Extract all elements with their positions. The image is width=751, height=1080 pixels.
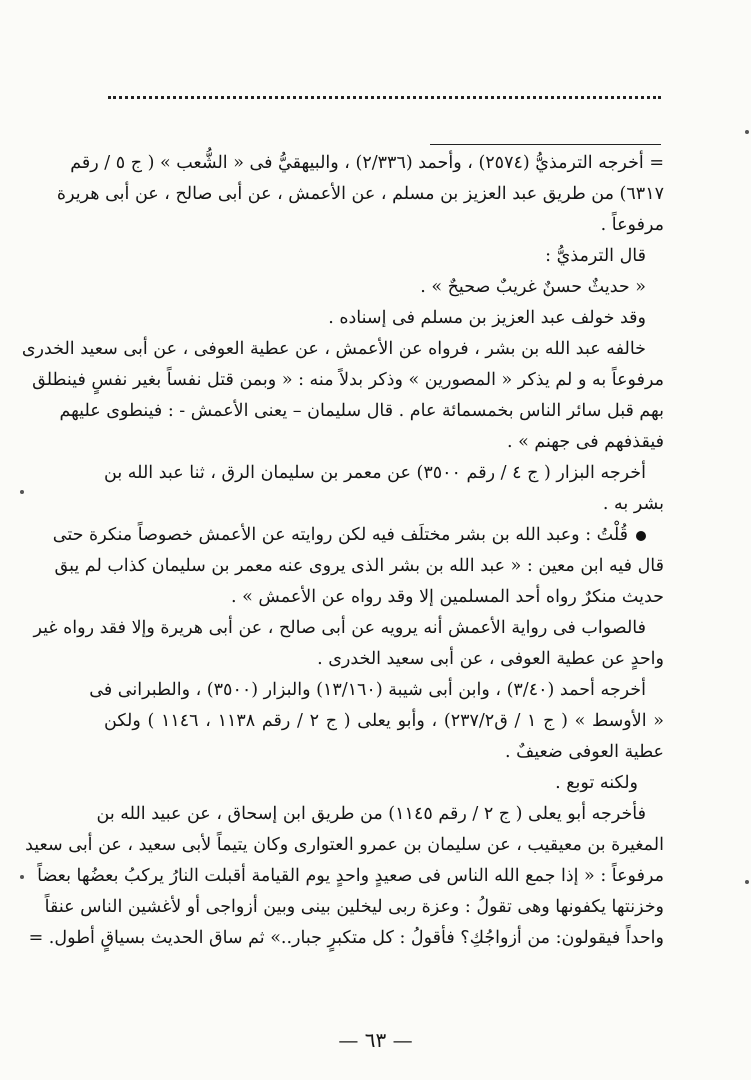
text-line: « حديثٌ حسنٌ غريبٌ صحيحٌ » . xyxy=(420,277,646,297)
text-line: « الأوسط » ( ج ١ / ق٢٣٧/٢) ، وأبو يعلى ( ج ٢ / رقم ١١٣٨ ، ١١٤٦ ) ولكن xyxy=(104,711,664,731)
text-line: بشر به . xyxy=(602,494,664,514)
text-line: ٦٣١٧) من طريق عبد العزيز بن مسلم ، عن الأعمش ، عن أبى صالح ، عن أبى هريرة xyxy=(56,184,664,204)
text-line: قال الترمذيُّ : xyxy=(545,246,646,266)
text-line: فأخرجه أبو يعلى ( ج ٢ / رقم ١١٤٥) من طريق ابن إسحاق ، عن عبيد الله بن xyxy=(96,804,646,824)
text-line: بهم قبل سائر الناس بخمسمائة عام . قال سليمان – يعنى الأعمش - : فينطوى عليهم xyxy=(59,401,664,421)
text-line: فالصواب فى رواية الأعمش أنه يرويه عن أبى صالح ، عن أبى هريرة وإلا فقد رواه غير xyxy=(33,618,646,638)
header-dotted-rule xyxy=(108,96,661,99)
text-line: واحداً فيقولون: من أزواجُكِ؟ فأقولُ : كل متكبرٍ جبار..» ثم ساق الحديث بسياقٍ أطول. = xyxy=(28,928,664,948)
text-line xyxy=(52,520,664,551)
margin-speck xyxy=(745,880,749,884)
text-line: وخزنتها يكفونها وهى تقولُ : وعزة ربى ليخلين بينى وبين أزواجى أو لأغشين الناس عنقاً xyxy=(44,897,664,917)
text-line: ولكنه توبع . xyxy=(555,773,638,793)
text-line: مرفوعاً : « إذا جمع الله الناس فى صعيدٍ واحدٍ يوم القيامة أقبلت النارُ يركبُ بعضُها بعضاً xyxy=(37,866,664,886)
text-line: حديث منكرٌ رواه أحد المسلمين إلا وقد رواه عن الأعمش » . xyxy=(231,587,664,607)
text-line: وقد خولف عبد العزيز بن مسلم فى إسناده . xyxy=(328,308,646,328)
text-line: مرفوعاً . xyxy=(600,215,664,235)
text-line: أخرجه البزار ( ج ٤ / رقم ٣٥٠٠) عن معمر بن سليمان الرق ، ثنا عبد الله بن xyxy=(104,463,646,483)
text-line-content: قُلْتُ : وعبد الله بن بشر مختلَف فيه لكن روايته عن الأعمش خصوصاً منكرة حتى xyxy=(52,525,628,545)
text-line: أخرجه أحمد (٣/٤٠) ، وابن أبى شيبة (١٣/١٦٠) والبزار (٣٥٠٠) ، والطبرانى فى xyxy=(89,680,646,700)
text-line: واحدٍ عن عطية العوفى ، عن أبى سعيد الخدرى . xyxy=(317,649,664,669)
footnote-separator-rule xyxy=(430,144,661,145)
text-line: = أخرجه الترمذيُّ (٢٥٧٤) ، وأحمد (٢/٣٣٦) ، والبيهقيُّ فى « الشُّعب » ( ج ٥ / رقم xyxy=(70,153,664,173)
margin-speck xyxy=(745,130,749,134)
margin-speck xyxy=(20,490,24,494)
text-line: خالفه عبد الله بن بشر ، فرواه عن الأعمش ، عن عطية العوفى ، عن أبى سعيد الخدرى xyxy=(21,339,646,359)
text-line: فيقذفهم فى جهنم » . xyxy=(506,432,664,452)
margin-speck xyxy=(20,875,24,879)
footnote-text xyxy=(21,148,664,954)
page-number: — ٦٣ — xyxy=(338,1028,413,1052)
text-line: المغيرة بن معيقيب ، عن سليمان بن عمرو العتوارى وكان يتيماً لأبى سعيد ، عن أبى سعيد xyxy=(25,835,664,855)
text-line: قال فيه ابن معين : « عبد الله بن بشر الذى يروى عنه معمر بن سليمان كذاب لم يبق xyxy=(54,556,664,576)
text-line: عطية العوفى ضعيفٌ . xyxy=(504,742,664,762)
text-line: مرفوعاً به و لم يذكر « المصورين » وذكر بدلاً منه : « وبمن قتل نفساً بغير نفسٍ فينطلق xyxy=(32,370,664,390)
bullet-icon xyxy=(636,531,646,541)
